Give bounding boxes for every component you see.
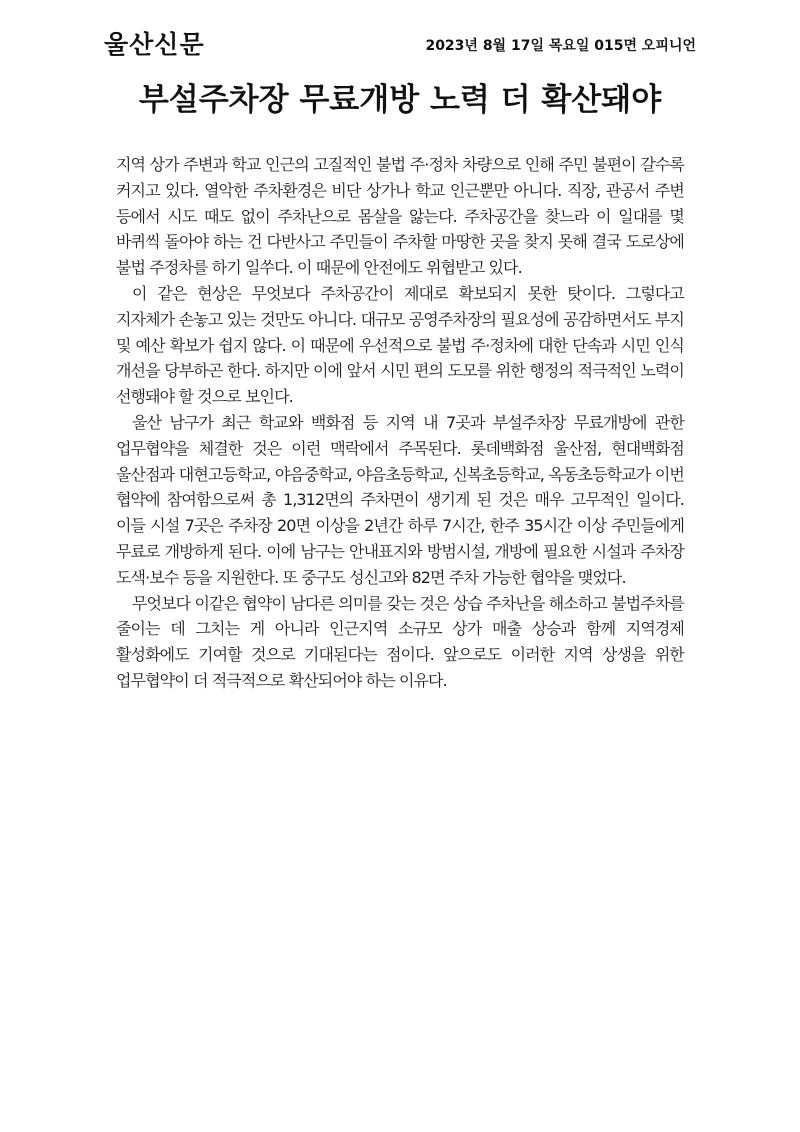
article-body xyxy=(116,152,684,694)
issue-date-section: 2023년 8월 17일 목요일 015면 오피니언 xyxy=(425,38,696,54)
article-paragraph-4: 무엇보다 이같은 협약이 남다른 의미를 갖는 것은 상습 주차난을 해소하고 불법주차를 줄이는 데 그치는 게 아니라 인근지역 소규모 상가 매출 상승과 함께 지역경제 활성화에도 기여할 것으로 기대된다는 점이다. 앞으로도 이러한 지역 상생을 위한 업무협약이 더 적극적으로 확산되어야 하는 이유다. xyxy=(116,593,684,690)
masthead xyxy=(104,26,696,66)
newspaper-name: 울산신문 xyxy=(104,30,205,59)
article-paragraph-3: 울산 남구가 최근 학교와 백화점 등 지역 내 7곳과 부설주차장 무료개방에 관한 업무협약을 체결한 것은 이런 맥락에서 주목된다. 롯데백화점 울산점, 현대백화점 울산점과 대현고등학교, 야음중학교, 야음초등학교, 신복초등학교, 옥동초등학교가 이번 협약에 참여함으로써 총 1,312면의 주차면이 생기게 된 것은 매우 고무적인 일이다. 이들 시설 7곳은 주차장 20면 이상을 2년간 하루 7시간, 한주 35시간 이상 주민들에게 무료로 개방하게 된다. 이에 남구는 안내표지와 방범시설, 개방에 필요한 시설과 주차장 도색·보수 등을 지원한다. 또 중구도 성신고와 82면 주차 가능한 협약을 맺었다. xyxy=(116,412,684,587)
article-headline: 부설주차장 무료개방 노력 더 확산돼야 xyxy=(138,82,662,118)
article-paragraph-1: 지역 상가 주변과 학교 인근의 고질적인 불법 주·정차 차량으로 인해 주민 불편이 갈수록 커지고 있다. 열악한 주차환경은 비단 상가나 학교 인근뿐만 아니다. 직장, 관공서 주변 등에서 시도 때도 없이 주차난으로 몸살을 앓는다. 주차공간을 찾느라 이 일대를 몇 바퀴씩 돌아야 하는 건 다반사고 주민들이 주차할 마땅한 곳을 찾지 못해 결국 도로상에 불법 주정차를 하기 일쑤다. 이 때문에 안전에도 위협받고 있다. xyxy=(116,155,684,278)
article-paragraph-2: 이 같은 현상은 무엇보다 주차공간이 제대로 확보되지 못한 탓이다. 그렇다고 지자체가 손놓고 있는 것만도 아니다. 대규모 공영주차장의 필요성에 공감하면서도 부지 및 예산 확보가 쉽지 않다. 이 때문에 우선적으로 불법 주·정차에 대한 단속과 시민 인식 개선을 당부하곤 한다. 하지만 이에 앞서 시민 편의 도모를 위한 행정의 적극적인 노력이 선행돼야 할 것으로 보인다. xyxy=(116,283,684,407)
